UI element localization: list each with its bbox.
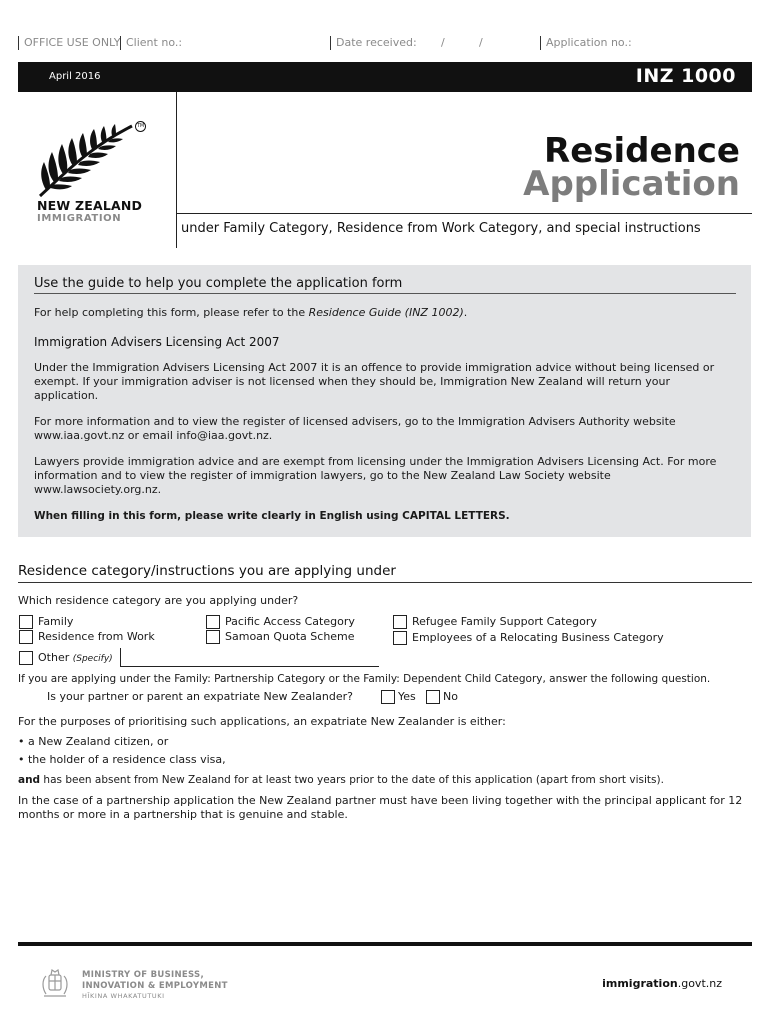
ministry-line-1: MINISTRY OF BUSINESS, — [82, 970, 204, 980]
other-label — [38, 651, 113, 666]
and-emphasis: and — [18, 774, 41, 786]
silver-fern-icon — [36, 118, 136, 198]
ministry-line-3: HĪKINA WHAKATUTUKI — [82, 992, 165, 1000]
refugee-family-checkbox[interactable] — [393, 615, 407, 629]
relocating-business-checkbox[interactable] — [393, 631, 407, 645]
page-title-secondary: Application — [523, 164, 740, 204]
other-checkbox[interactable] — [19, 651, 33, 665]
brand-subname: IMMIGRATION — [37, 213, 122, 224]
expat-yes-checkbox[interactable] — [381, 690, 395, 704]
expat-question: Is your partner or parent an expatriate New Zealander? — [47, 690, 353, 703]
purposes-text: For the purposes of prioritising such applications, an expatriate New Zealander is either: — [18, 715, 506, 728]
samoan-quota-label: Samoan Quota Scheme — [225, 630, 355, 643]
website-link[interactable] — [602, 977, 722, 990]
guide-help-text — [34, 306, 736, 320]
family-label: Family — [38, 615, 74, 628]
office-use-strip — [18, 36, 752, 52]
absence-text — [18, 773, 664, 787]
client-no-label: Client no.: — [120, 36, 182, 50]
conditional-instruction: If you are applying under the Family: Partnership Category or the Family: Dependent Child Category, answer the following question. — [18, 673, 711, 685]
capitals-note: When filling in this form, please write clearly in English using CAPITAL LETTERS. — [34, 510, 510, 522]
pacific-access-label: Pacific Access Category — [225, 615, 355, 628]
website-domain-bold: immigration — [602, 977, 678, 990]
relocating-business-label: Employees of a Relocating Business Category — [412, 631, 664, 644]
ministry-line-2: INNOVATION & EMPLOYMENT — [82, 981, 228, 991]
header-divider-vertical — [176, 92, 177, 248]
date-separator: / — [479, 36, 483, 49]
help-guide-title: Residence Guide (INZ 1002) — [308, 306, 464, 319]
family-checkbox[interactable] — [19, 615, 33, 629]
act-paragraph-2: For more information and to view the register of licensed advisers, go to the Immigration Advisers Authority website www.iaa.govt.nz or email info@iaa.govt.nz. — [34, 415, 676, 442]
pacific-access-checkbox[interactable] — [206, 615, 220, 629]
header-bar — [18, 62, 752, 92]
form-code: INZ 1000 — [635, 65, 736, 87]
bullet-citizen: • a New Zealand citizen, or — [18, 735, 169, 748]
coat-of-arms-icon — [38, 966, 72, 1000]
other-specify-hint: (Specify) — [72, 654, 113, 664]
expat-no-checkbox[interactable] — [426, 690, 440, 704]
expat-no-label: No — [443, 690, 458, 703]
expat-yes-label: Yes — [398, 690, 416, 703]
act-paragraph-3: Lawyers provide immigration advice and are exempt from licensing under the Immigration Advisers Licensing Act. For more information and to view the register of immigration lawyers, go to the New Zealand Law Society website www.lawsociety.org.nz. — [34, 455, 717, 496]
other-specify-field[interactable] — [120, 648, 379, 667]
trademark-icon: TM — [135, 121, 146, 132]
header-divider-horizontal — [176, 213, 752, 214]
brand-name: NEW ZEALAND — [37, 198, 143, 213]
other-text: Other — [38, 651, 70, 664]
residence-from-work-label: Residence from Work — [38, 630, 155, 643]
page-title: Residence — [544, 131, 740, 171]
date-received-label: Date received: — [330, 36, 417, 50]
help-prefix: For help completing this form, please refer to the — [34, 306, 309, 319]
guide-box — [18, 265, 751, 537]
act-heading: Immigration Advisers Licensing Act 2007 — [34, 335, 280, 349]
page-subtitle: under Family Category, Residence from Work Category, and special instructions — [181, 221, 701, 236]
guide-heading: Use the guide to help you complete the application form — [34, 276, 403, 291]
residence-from-work-checkbox[interactable] — [19, 630, 33, 644]
form-date: April 2016 — [49, 71, 101, 82]
section-rule — [18, 582, 752, 583]
office-use-label: OFFICE USE ONLY — [18, 36, 120, 50]
date-separator: / — [441, 36, 445, 49]
website-domain-rest: .govt.nz — [677, 977, 722, 990]
help-suffix: . — [463, 306, 468, 319]
guide-rule — [34, 293, 736, 294]
refugee-family-label: Refugee Family Support Category — [412, 615, 597, 628]
samoan-quota-checkbox[interactable] — [206, 630, 220, 644]
act-paragraph-1: Under the Immigration Advisers Licensing Act 2007 it is an offence to provide immigration advice without being licensed or exempt. If your immigration adviser is not licensed when they should be, Immigration New Zealand will return your application. — [34, 361, 715, 402]
partnership-text: In the case of a partnership application the New Zealand partner must have been living together with the principal applicant for 12 months or more in a partnership that is genuine and stable. — [18, 794, 743, 821]
footer-bar — [18, 942, 752, 946]
category-question: Which residence category are you applying under? — [18, 594, 299, 607]
section-heading: Residence category/instructions you are applying under — [18, 563, 396, 579]
absence-body: has been absent from New Zealand for at least two years prior to the date of this application (apart from short visits). — [40, 774, 664, 786]
application-no-label: Application no.: — [540, 36, 632, 50]
bullet-visa-holder: • the holder of a residence class visa, — [18, 753, 226, 766]
